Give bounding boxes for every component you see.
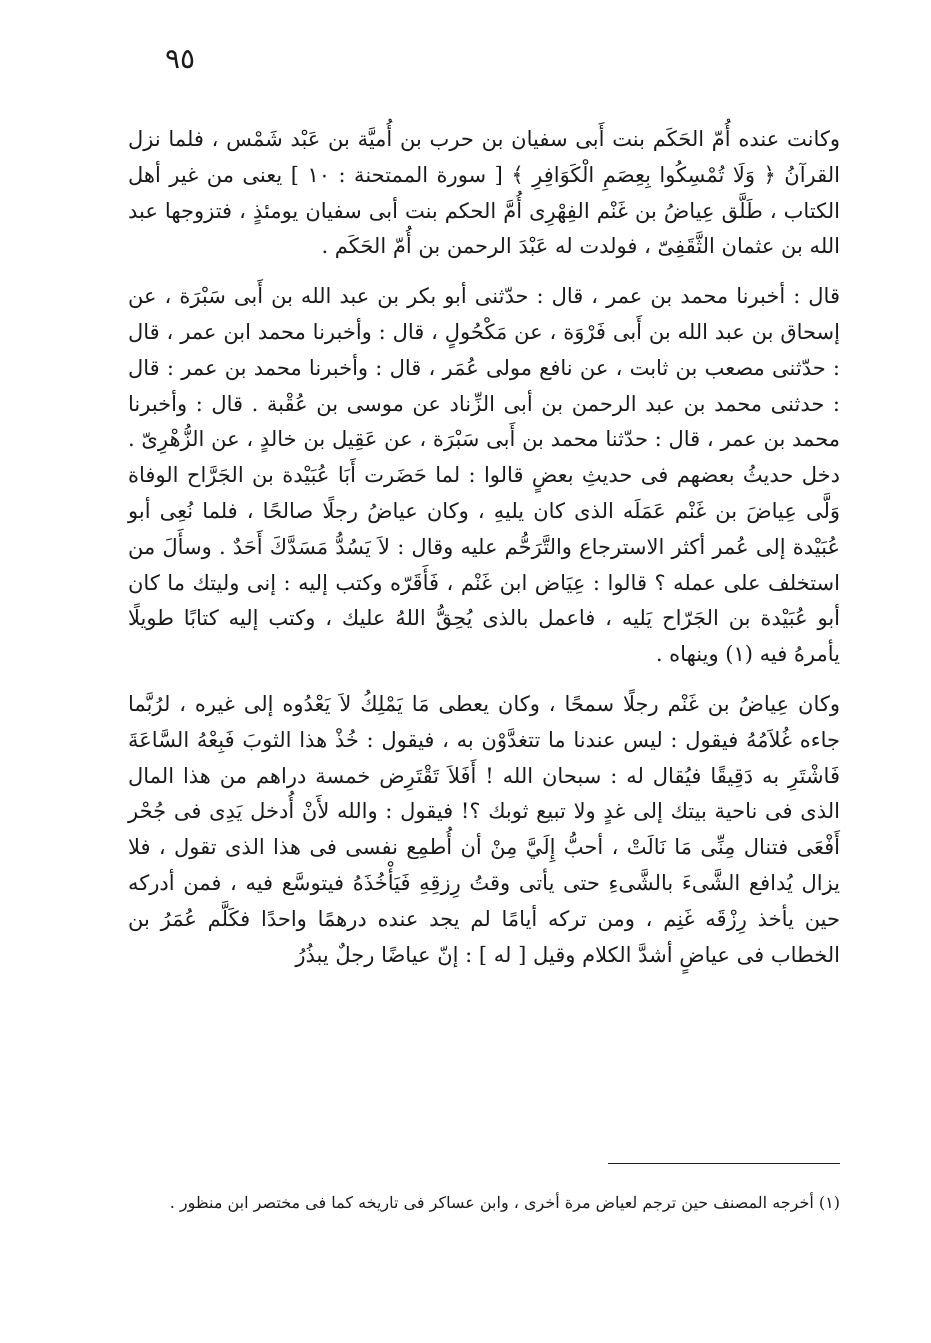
footnote-divider: [608, 1163, 840, 1164]
page-number: ٩٥: [164, 42, 196, 75]
paragraph-1: وكانت عنده أُمّ الحَكَم بنت أَبى سفيان بن حرب بن أُميَّة بن عَبْد شَمْس ، فلما نزل القرآنُ ﴿ وَلَا تُمْسِكُوا بِعِصَمِ الْكَوَافِرِ ﴾ [ سورة الممتحنة : ١٠ ] يعنى من غير أهل الكتاب ، طَلَّق عِياضُ بن غَنْم الفِهْرِى أُمَّ الحكم بنت أبى سفيان يومئذٍ ، فتزوجها عبد الله بن عثمان الثَّقَفِىّ ، فولدت له عَبْدَ الرحمن بن أُمّ الحَكَم .: [128, 127, 841, 259]
paragraph-3: وكان عِياضُ بن غَنْم رجلًا سمحًا ، وكان يعطى مَا يَمْلِكُ لاَ يَعْدُوه إلى غيره ، لرُبَّما جاءه غُلاَمُهُ فيقول : ليس عندنا ما تتغدَّوْن به ، فيقول : خُذْ هذا الثوبَ فَبِعْهُ السَّاعَةَ فَاشْتَرِ به دَقِيقًا فيُقال له : سبحان الله ! أَفَلاَ تَقْتَرِض خمسة دراهم من هذا المال الذى فى ناحية بيتك إلى غدٍ ولا تبيع ثوبك ؟! فيقول : والله لأَنْ أُدخل يَدِى فى جُحْر أَفْعَى فتنال مِنِّى مَا نَالَتْ ، أحبُّ إِلَيَّ مِنْ أن أُطمِع نفسى فى هذا الذى تقول ، فلا يزال يُدافع الشَّىءَ بالشَّىءِ حتى يأتى وقتُ رِزقِهِ فَيَأْخُذَهُ فيتوسَّع فيه ، فمن أدركه حين يأخذ رِزْقَه غَنِم ، ومن تركه أيامًا لم يجد عنده درهمًا واحدًا فكَلَّم عُمَرُ بن الخطاب فى عياضٍ أشدَّ الكلام وقيل [ له ] : إنّ عياضًا رجلٌ يبذُرُ: [128, 691, 840, 967]
footnote: (١) أخرجه المصنف حين ترجم لعياض مرة أخرى ، وابن عساكر فى تاريخه كما فى مختصر ابن منظور .: [169, 1193, 840, 1212]
main-text: [128, 122, 840, 973]
paragraph-2: قال : أخبرنا محمد بن عمر ، قال : حدّثنى أبو بكر بن عبد الله بن أَبى سَبْرَة ، عن إسحاق بن عبد الله بن أَبى فَرْوَة ، عن مَكْحُولٍ ، قال : وأخبرنا محمد ابن عمر ، قال : حدّثنى مصعب بن ثابت ، عن نافع مولى عُمَر ، قال : وأخبرنا محمد بن عمر : قال : حدثنى محمد بن عبد الرحمن بن أبى الزِّناد عن موسى بن عُقْبة . قال : وأخبرنا محمد بن عمر ، قال : حدّثنا محمد بن أَبى سَبْرَة ، عن عَقِيل بن خالدٍ ، عن الزُّهْرِىّ . دخل حديثُ بعضهم فى حديثِ بعضٍ قالوا : لما حَضَرت أَبَا عُبَيْدة بن الجَرَّاح الوفاة وَلَّى عِياضَ بن غَنْم عَمَلَه الذى كان يليهِ ، وكان عياضُ رجلًا صالحًا ، فلما نُعِى أبو عُبَيْدة إلى عُمر أكثر الاسترجاع والتَّرَحُّم عليه وقال : لاَ يَسُدُّ مَسَدَّكَ أَحَدٌ . وسأَلَ من استخلف على عمله ؟ قالوا : عِيَاض ابن غَنْم ، فَأَقَرّه وكتب إليه : إنى وليتك ما كان أبو عُبَيْدة بن الجَرّاح يَليه ، فاعمل بالذى يُحِقُّ اللهُ عليك ، وكتب إليه كتابًا طويلًا يأمرهُ فيه (١) وينهاه .: [128, 284, 840, 667]
